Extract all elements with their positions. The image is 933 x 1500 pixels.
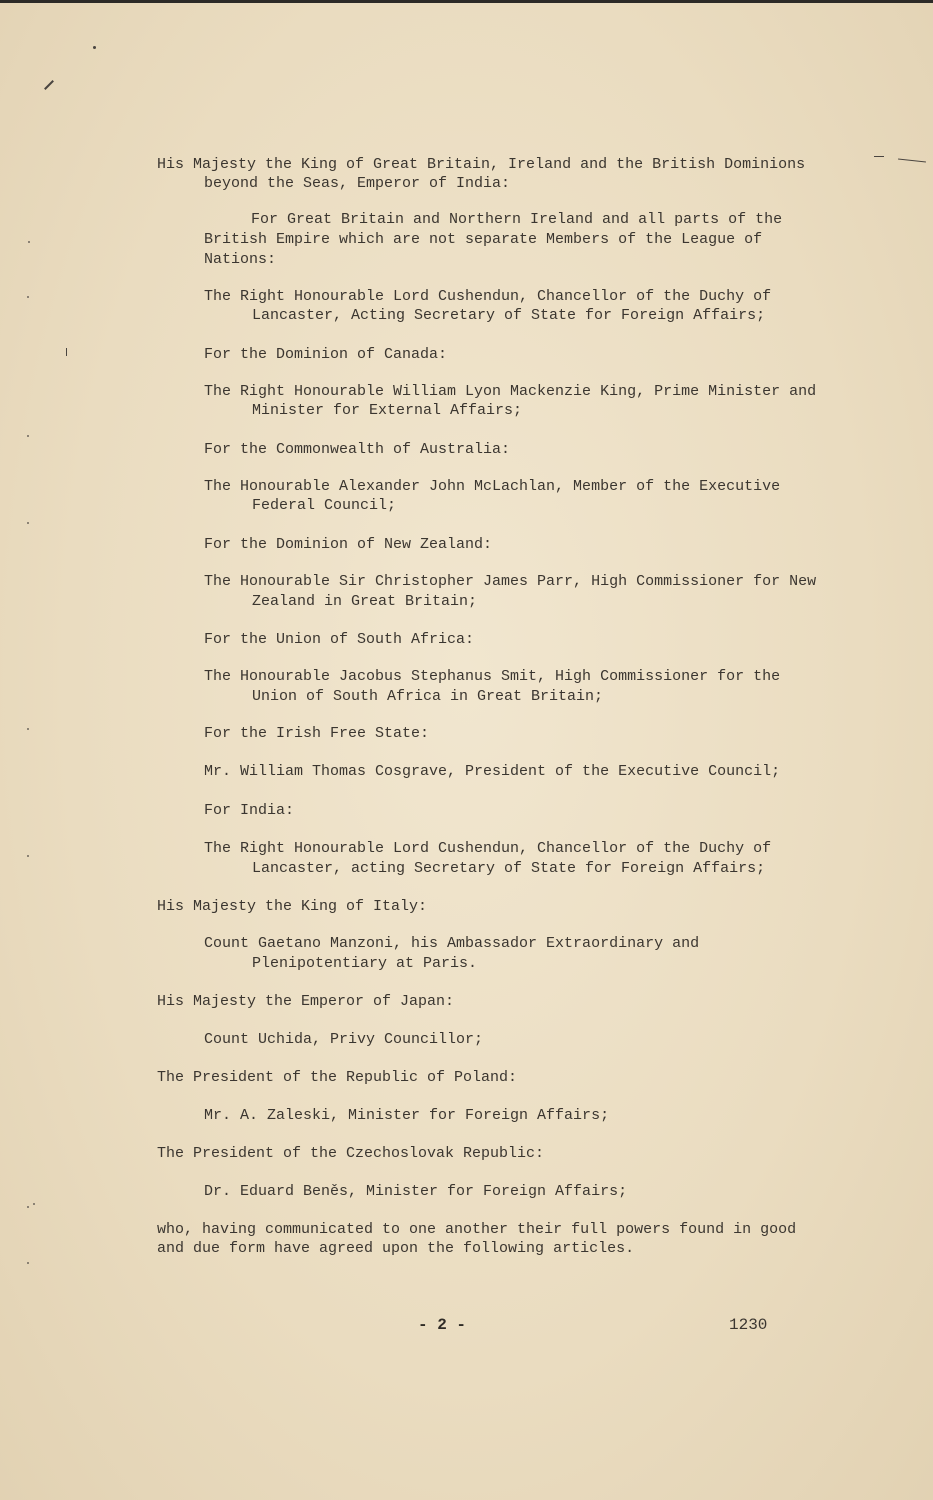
czechoslovakia-delegate: Dr. Eduard Beněs, Minister for Foreign Affairs; [204,1183,628,1200]
gb-delegate-cont: Lancaster, Acting Secretary of State for Foreign Affairs; [252,307,766,324]
document-reference-number: 1230 [729,1316,768,1334]
margin-speck [27,855,29,857]
canada-delegate-cont: Minister for External Affairs; [252,402,523,419]
irish-free-state-delegate: Mr. William Thomas Cosgrave, President of the Executive Council; [204,763,781,780]
gb-ni-heading-cont2: Nations: [204,251,277,268]
india-delegate: The Right Honourable Lord Cushendun, Chancellor of the Duchy of [204,840,772,857]
stray-pen-mark [93,46,96,49]
margin-speck [33,1203,35,1205]
margin-speck [27,296,29,298]
italy-heading: His Majesty the King of Italy: [157,898,428,915]
australia-delegate: The Honourable Alexander John McLachlan, Member of the Executive [204,478,781,495]
margin-speck [27,728,29,730]
strike-dash [898,159,926,163]
italy-delegate: Count Gaetano Manzoni, his Ambassador Extraordinary and [204,935,700,952]
india-heading: For India: [204,802,295,819]
margin-speck [28,241,30,243]
poland-heading: The President of the Republic of Poland: [157,1069,518,1086]
margin-speck [27,435,29,437]
south-africa-delegate: The Honourable Jacobus Stephanus Smit, High Commissioner for the [204,668,781,685]
poland-delegate: Mr. A. Zaleski, Minister for Foreign Affairs; [204,1107,610,1124]
india-delegate-cont: Lancaster, acting Secretary of State for Foreign Affairs; [252,860,766,877]
strike-dash [874,156,884,157]
stray-pen-mark [44,80,54,90]
party-heading-great-britain-cont: beyond the Seas, Emperor of India: [204,175,511,192]
margin-speck [27,522,29,524]
canada-delegate: The Right Honourable William Lyon Mackenzie King, Prime Minister and [204,383,817,400]
canada-heading: For the Dominion of Canada: [204,346,448,363]
south-africa-heading: For the Union of South Africa: [204,631,475,648]
margin-speck [27,1262,29,1264]
australia-heading: For the Commonwealth of Australia: [204,441,511,458]
japan-delegate: Count Uchida, Privy Councillor; [204,1031,484,1048]
closing-clause-cont: and due form have agreed upon the following articles. [157,1240,635,1257]
margin-tick [66,348,67,356]
closing-clause: who, having communicated to one another their full powers found in good [157,1221,797,1238]
gb-delegate: The Right Honourable Lord Cushendun, Chancellor of the Duchy of [204,288,772,305]
australia-delegate-cont: Federal Council; [252,497,397,514]
new-zealand-heading: For the Dominion of New Zealand: [204,536,493,553]
party-heading-great-britain: His Majesty the King of Great Britain, Ireland and the British Dominions [157,156,806,173]
new-zealand-delegate: The Honourable Sir Christopher James Parr, High Commissioner for New [204,573,817,590]
irish-free-state-heading: For the Irish Free State: [204,725,430,742]
margin-speck [27,1206,29,1208]
czechoslovakia-heading: The President of the Czechoslovak Republic: [157,1145,545,1162]
gb-ni-heading-cont: British Empire which are not separate Members of the League of [204,231,763,248]
japan-heading: His Majesty the Emperor of Japan: [157,993,455,1010]
gb-ni-heading: For Great Britain and Northern Ireland and all parts of the [251,211,783,228]
italy-delegate-cont: Plenipotentiary at Paris. [252,955,478,972]
page-number: - 2 - [418,1316,467,1334]
new-zealand-delegate-cont: Zealand in Great Britain; [252,593,478,610]
south-africa-delegate-cont: Union of South Africa in Great Britain; [252,688,604,705]
top-border-rule [0,0,933,3]
